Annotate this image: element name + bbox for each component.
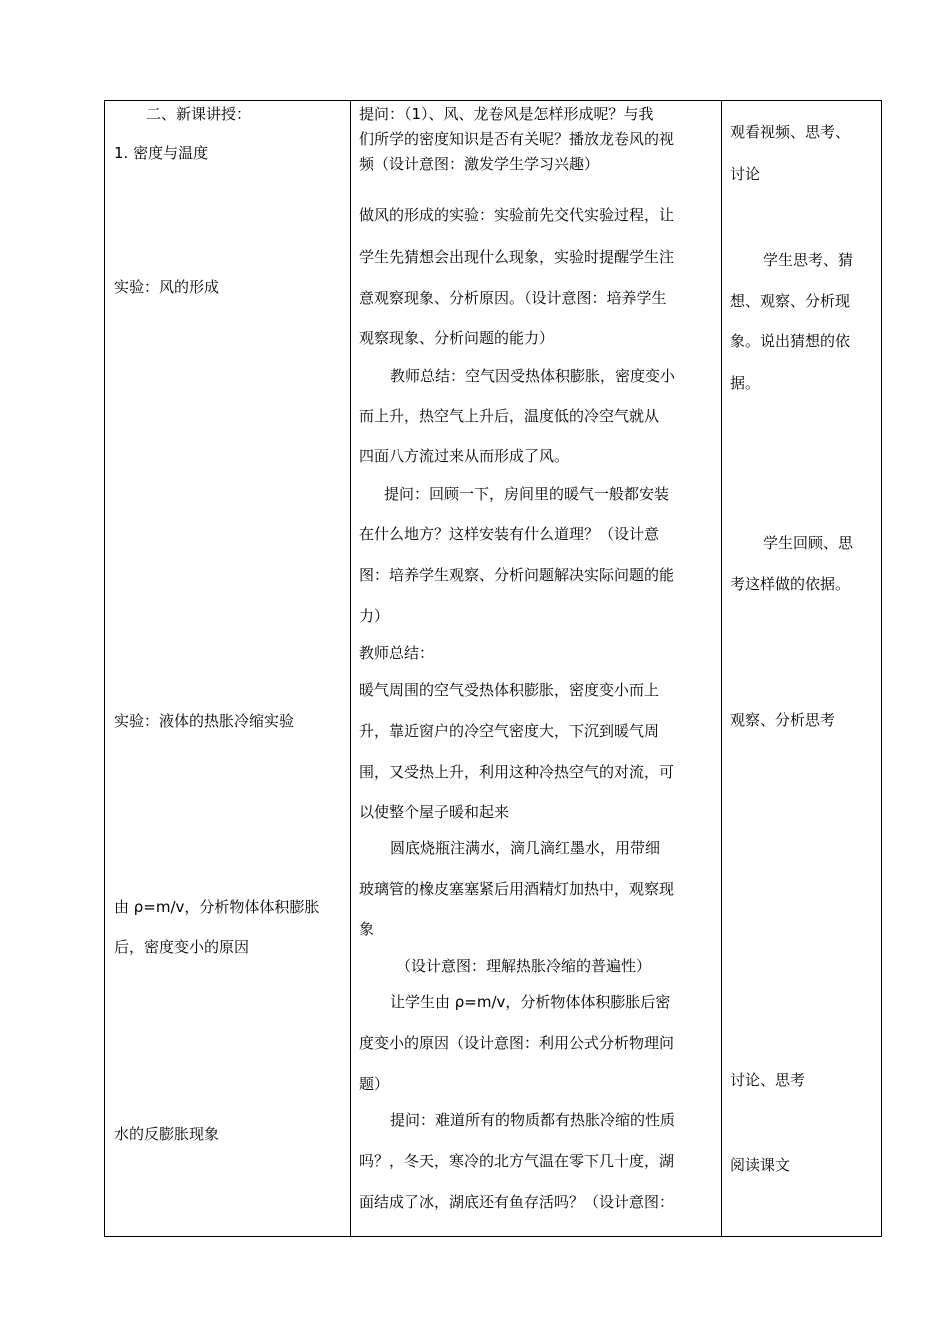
middle-line: 吗？，冬天，寒冷的北方气温在零下几十度，湖 [359,1152,675,1170]
middle-line: 们所学的密度知识是否有关呢？播放龙卷风的视 [359,130,675,148]
column-divider [721,100,722,1237]
middle-line: 暖气周围的空气受热体积膨胀，密度变小而上 [359,681,660,699]
middle-line: 而上升，热空气上升后，温度低的冷空气就从 [359,407,660,425]
middle-line: 围，又受热上升，利用这种冷热空气的对流，可 [359,763,675,781]
middle-line: 力） [359,607,390,625]
right-line: 学生回顾、思 [763,534,854,552]
middle-line: 教师总结： [359,644,435,662]
right-line: 观看视频、思考、 [730,123,851,141]
middle-line: 以使整个屋子暖和起来 [359,803,510,821]
middle-line: 观察现象、分析问题的能力） [359,329,555,347]
rho-analysis-line: 后，密度变小的原因 [114,938,250,956]
right-line: 讨论、思考 [730,1071,806,1089]
rho-analysis-line: 由 ρ=m/v，分析物体体积膨胀 [114,898,320,916]
column-divider [350,100,351,1237]
middle-line: 提问：（1）、风、龙卷风是怎样形成呢？与我 [359,105,654,123]
middle-line: 意观察现象、分析原因。（设计意图：培养学生 [359,289,667,307]
topic-density-temperature: 1. 密度与温度 [114,144,209,162]
middle-line: 让学生由 ρ=m/v，分析物体体积膨胀后密 [390,993,671,1011]
right-line: 讨论 [730,165,761,183]
right-line: 观察、分析思考 [730,711,836,729]
middle-line: （设计意图：理解热胀冷缩的普遍性） [396,957,652,975]
right-line: 阅读课文 [730,1156,791,1174]
right-line: 考这样做的依据。 [730,575,851,593]
middle-line: 频（设计意图：激发学生学习兴趣） [359,155,600,173]
right-line: 想、观察、分析现 [730,292,851,310]
middle-line: 玻璃管的橡皮塞塞紧后用酒精灯加热中，观察现 [359,880,675,898]
middle-line: 圆底烧瓶注满水，滴几滴红墨水，用带细 [390,839,661,857]
experiment-wind: 实验：风的形成 [114,278,220,296]
lesson-table [104,100,882,1237]
middle-line: 提问：回顾一下，房间里的暖气一般都安装 [384,485,670,503]
middle-line: 度变小的原因（设计意图：利用公式分析物理问 [359,1034,675,1052]
middle-line: 图：培养学生观察、分析问题解决实际问题的能 [359,566,675,584]
middle-line: 提问：难道所有的物质都有热胀冷缩的性质 [390,1111,676,1129]
section-heading: 二、新课讲授： [146,105,252,123]
middle-line: 在什么地方？这样安装有什么道理？（设计意 [359,525,660,543]
middle-line: 四面八方流过来从而形成了风。 [359,447,570,465]
middle-line: 教师总结：空气因受热体积膨胀，密度变小 [390,367,676,385]
right-line: 据。 [730,374,761,392]
right-line: 象。说出猜想的依 [730,332,851,350]
experiment-liquid: 实验：液体的热胀冷缩实验 [114,712,295,730]
middle-line: 象 [359,920,375,938]
middle-line: 升，靠近窗户的冷空气密度大，下沉到暖气周 [359,722,660,740]
middle-line: 面结成了冰，湖底还有鱼存活吗？（设计意图： [359,1193,675,1211]
water-anomaly: 水的反膨胀现象 [114,1125,220,1143]
right-line: 学生思考、猜 [763,251,854,269]
middle-line: 做风的形成的实验：实验前先交代实验过程，让 [359,206,675,224]
middle-line: 题） [359,1075,390,1093]
middle-line: 学生先猜想会出现什么现象，实验时提醒学生注 [359,248,675,266]
